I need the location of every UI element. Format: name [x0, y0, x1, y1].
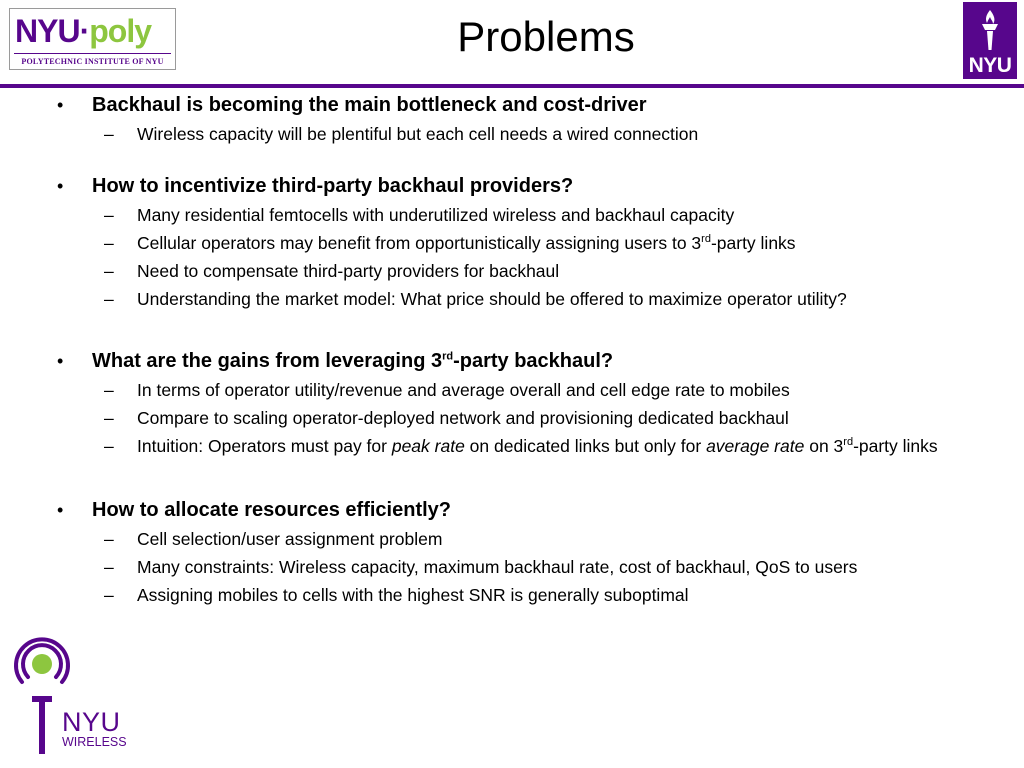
poly-logo-wordmark: NYU·poly	[15, 13, 151, 49]
section-incentivize	[0, 173, 1024, 311]
wireless-logo-nyu: NYU	[62, 707, 121, 737]
nyu-wireless-logo	[8, 630, 138, 760]
section-allocate-resources	[0, 497, 1024, 607]
dash-marker: –	[104, 205, 114, 225]
bullet-marker: •	[57, 95, 64, 115]
dash-marker: –	[104, 436, 114, 456]
wireless-logo-subtitle: WIRELESS	[62, 735, 127, 749]
bullet-heading: • What are the gains from leveraging 3rd-party backhaul?	[57, 350, 614, 372]
bullet-heading: • How to incentivize third-party backhaul providers?	[57, 175, 574, 197]
dash-marker: –	[104, 124, 114, 144]
dash-marker: –	[104, 529, 114, 549]
sub-bullet: – Cell selection/user assignment problem	[104, 529, 443, 549]
sub-bullet: – Need to compensate third-party providers for backhaul	[104, 261, 560, 281]
dash-marker: –	[104, 585, 114, 605]
section-backhaul-bottleneck	[0, 92, 1024, 146]
sub-bullet: – In terms of operator utility/revenue and average overall and cell edge rate to mobiles	[104, 380, 790, 400]
bullet-heading: • Backhaul is becoming the main bottleneck and cost-driver	[57, 94, 647, 116]
sub-bullet: – Understanding the market model: What price should be offered to maximize operator utility?	[104, 289, 847, 309]
dash-marker: –	[104, 557, 114, 577]
sub-bullet: – Many constraints: Wireless capacity, maximum backhaul rate, cost of backhaul, QoS to users	[104, 557, 858, 577]
sub-bullet: – Cellular operators may benefit from opportunistically assigning users to 3rd-party links	[104, 233, 796, 253]
poly-logo-subtitle: POLYTECHNIC INSTITUTE OF NYU	[21, 57, 164, 66]
bullet-marker: •	[57, 500, 64, 520]
bullet-heading: • How to allocate resources efficiently?	[57, 499, 451, 521]
section-gains	[0, 348, 1024, 458]
nyu-logo	[963, 2, 1017, 79]
bullet-marker: •	[57, 176, 64, 196]
slide-title: Problems	[457, 13, 635, 60]
dash-marker: –	[104, 261, 114, 281]
nyu-logo-text: NYU	[968, 54, 1012, 77]
slide-content	[0, 92, 1024, 607]
sub-bullet: – Assigning mobiles to cells with the highest SNR is generally suboptimal	[104, 585, 689, 605]
dash-marker: –	[104, 233, 114, 253]
header-divider	[0, 84, 1024, 88]
bullet-marker: •	[57, 351, 64, 371]
sub-bullet: – Compare to scaling operator-deployed network and provisioning dedicated backhaul	[104, 408, 789, 428]
sub-bullet: – Intuition: Operators must pay for peak rate on dedicated links but only for average rate on 3rd-party links	[104, 436, 938, 456]
sub-bullet: – Many residential femtocells with underutilized wireless and backhaul capacity	[104, 205, 735, 225]
sub-bullet: – Wireless capacity will be plentiful but each cell needs a wired connection	[104, 124, 699, 144]
dash-marker: –	[104, 289, 114, 309]
dash-marker: –	[104, 408, 114, 428]
dash-marker: –	[104, 380, 114, 400]
